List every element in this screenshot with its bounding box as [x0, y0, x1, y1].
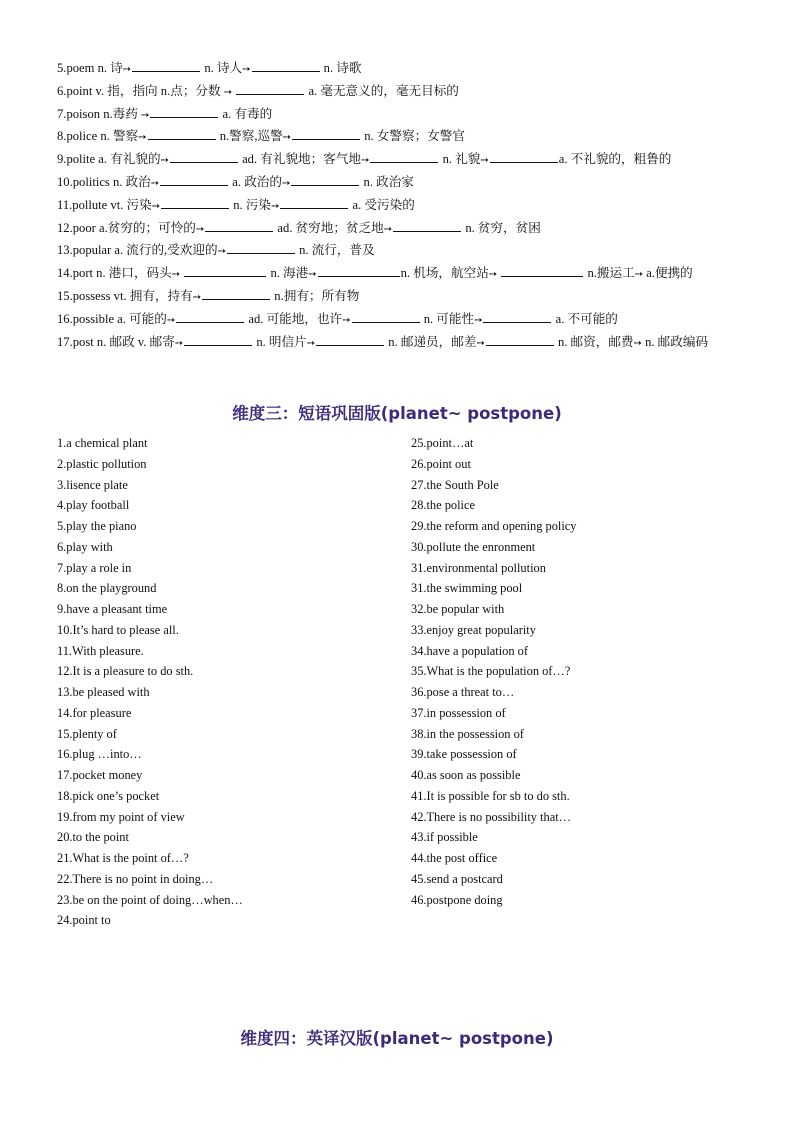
arrow-right-icon: ➙ [474, 314, 483, 326]
phrase-item: 19.from my point of view [57, 809, 185, 824]
phrase-item: 25.point…at [411, 436, 474, 450]
phrase-item: 9.have a pleasant time [57, 602, 168, 616]
phrase-item: 3.lisence plate [57, 477, 128, 492]
item-number: 16. [57, 311, 73, 326]
item-text: post n. 邮政 v. 邮寄 [72, 334, 175, 349]
answer-blank[interactable] [184, 333, 252, 346]
item-number: 12. [57, 220, 73, 235]
arrow-right-icon: ➙ [480, 155, 489, 167]
arrow-right-icon: ➙ [151, 200, 161, 212]
item-text [497, 266, 500, 280]
item-text: n. 可能性 [420, 311, 475, 326]
phrase-item: 45.send a postcard [411, 871, 503, 886]
answer-blank[interactable] [170, 150, 238, 163]
phrase-item: 34.have a population of [411, 643, 528, 658]
phrase-item: 31.the swimming pool [411, 581, 523, 596]
item-text: n. 邮递员，邮差 [385, 334, 477, 349]
answer-blank[interactable] [202, 287, 270, 300]
answer-blank[interactable] [227, 241, 295, 254]
phrase-item: 43.if possible [411, 830, 478, 845]
item-number: 13. [57, 243, 73, 258]
item-text [232, 84, 235, 98]
answer-blank[interactable] [184, 264, 266, 277]
word-family-item [57, 332, 747, 355]
word-family-item [57, 172, 747, 195]
item-text: a. 政治的 [229, 174, 282, 189]
item-text: a. 不可能的 [552, 311, 618, 326]
phrase-list-right [411, 433, 751, 910]
arrow-right-icon: ➙ [223, 86, 233, 98]
item-number: 14. [57, 266, 73, 281]
item-text: a. 不礼貌的，粗鲁的 [558, 152, 672, 167]
phrase-list-left [57, 433, 397, 931]
item-text: n. 明信片 [253, 334, 307, 349]
answer-blank[interactable] [352, 310, 420, 323]
item-text [180, 266, 183, 280]
item-number: 6. [57, 83, 67, 98]
item-text: politics n. 政治 [72, 174, 151, 189]
arrow-right-icon: ➙ [195, 223, 205, 235]
arrow-right-icon: ➙ [242, 64, 251, 75]
arrow-right-icon: ➙ [138, 132, 147, 144]
phrase-item: 31.environmental pollution [411, 560, 546, 575]
answer-blank[interactable] [160, 173, 228, 186]
item-text: police n. 警察 [66, 129, 139, 144]
answer-blank[interactable] [205, 219, 273, 232]
answer-blank[interactable] [280, 196, 348, 209]
phrase-item: 23.be on the point of doing…when… [57, 892, 243, 907]
word-family-item [57, 149, 747, 172]
arrow-right-icon: ➙ [217, 246, 226, 258]
phrase-item: 10.It’s hard to please all. [57, 622, 179, 637]
answer-blank[interactable] [148, 127, 216, 140]
item-text: n. 邮资，邮费 [554, 334, 634, 349]
item-text: a.便携的 [643, 266, 693, 281]
word-family-fill-in-list [57, 58, 747, 354]
phrase-item: 5.play the piano [57, 519, 137, 533]
word-family-item [57, 195, 747, 218]
item-text: a. 有毒的 [219, 106, 273, 121]
arrow-right-icon: ➙ [171, 269, 181, 281]
item-text: possess vt. 拥有，持有 [72, 288, 193, 303]
phrase-item: 6.play with [57, 539, 113, 554]
item-number: 15. [57, 288, 73, 303]
item-text: n.拥有；所有物 [271, 288, 360, 303]
item-number: 8. [57, 129, 67, 144]
item-number: 5. [57, 61, 67, 75]
arrow-right-icon: ➙ [282, 132, 292, 144]
arrow-right-icon: ➙ [383, 223, 393, 235]
phrase-item: 8.on the playground [57, 581, 157, 596]
phrase-item: 7.play a role in [57, 560, 132, 575]
phrase-item: 44.the post office [411, 851, 498, 865]
phrase-item: 11.With pleasure. [57, 643, 144, 658]
item-text: n. 政治家 [360, 174, 414, 189]
item-number: 17. [57, 334, 73, 349]
phrase-item: 4.play football [57, 498, 130, 513]
phrase-item: 29.the reform and opening policy [411, 519, 577, 533]
phrase-item: 28.the police [411, 498, 475, 513]
answer-blank[interactable] [150, 105, 218, 118]
item-text: n. 流行，普及 [295, 243, 375, 258]
phrase-item: 12.It is a pleasure to do sth. [57, 664, 194, 679]
phrase-item: 27.the South Pole [411, 477, 499, 492]
item-text: poor a.贫穷的；可怜的 [72, 220, 196, 235]
answer-blank[interactable] [483, 310, 551, 323]
item-number: 11. [57, 197, 73, 212]
phrase-item: 38.in the possession of [411, 726, 524, 741]
phrase-item: 42.There is no possibility that… [411, 809, 572, 824]
arrow-right-icon: ➙ [476, 337, 485, 349]
phrase-item: 2.plastic pollution [57, 456, 147, 471]
word-family-item [57, 309, 747, 332]
arrow-right-icon: ➙ [160, 155, 169, 167]
arrow-right-icon: ➙ [308, 269, 317, 281]
item-text: a. 毫无意义的，毫无目标的 [305, 83, 459, 98]
item-text: n.搬运工 [584, 266, 635, 281]
phrase-item: 26.point out [411, 456, 471, 471]
item-text: n. 女警察；女警官 [361, 129, 465, 144]
item-text: n.警察,巡警 [216, 129, 283, 144]
answer-blank[interactable] [132, 59, 200, 72]
arrow-right-icon: ➙ [150, 177, 160, 189]
answer-blank[interactable] [318, 264, 400, 277]
phrase-item: 32.be popular with [411, 602, 505, 616]
word-family-item [57, 218, 747, 241]
word-family-item [57, 104, 747, 127]
phrase-item: 18.pick one’s pocket [57, 788, 160, 803]
word-family-item [57, 58, 747, 81]
item-text: a. 受污染的 [349, 197, 415, 212]
phrase-item: 39.take possession of [411, 747, 517, 762]
phrase-item: 37.in possession of [411, 705, 506, 720]
word-family-item [57, 286, 747, 309]
phrase-item: 17.pocket money [57, 768, 143, 782]
phrase-item: 14.for pleasure [57, 705, 132, 720]
item-text: n. 诗歌 [320, 61, 362, 75]
item-text: ad. 有礼貌地；客气地 [238, 152, 362, 167]
phrase-item: 24.point to [57, 913, 111, 928]
item-text: ad. 可能地，也许 [245, 311, 343, 326]
section-title-phrases: 维度三：短语巩固版(planet~ postpone) [232, 404, 562, 423]
item-text: n. 诗人 [201, 61, 243, 75]
phrase-item: 30.pollute the enronment [411, 539, 536, 554]
item-text: n. 污染 [230, 197, 272, 212]
phrase-item: 15.plenty of [57, 726, 117, 741]
answer-blank[interactable] [291, 173, 359, 186]
word-family-item [57, 126, 747, 149]
phrase-item: 36.pose a threat to… [411, 685, 515, 699]
answer-blank[interactable] [370, 150, 438, 163]
arrow-right-icon: ➙ [140, 109, 150, 121]
item-text: n. 海港 [267, 266, 309, 281]
phrase-item: 22.There is no point in doing… [57, 871, 214, 886]
answer-blank[interactable] [236, 82, 304, 95]
phrase-item: 46.postpone doing [411, 892, 503, 907]
answer-blank[interactable] [316, 333, 384, 346]
arrow-right-icon: ➙ [306, 337, 316, 349]
phrase-item: 1.a chemical plant [57, 436, 148, 450]
phrase-item: 16.plug …into… [57, 747, 142, 762]
arrow-right-icon: ➙ [361, 155, 370, 167]
answer-blank[interactable] [176, 310, 244, 323]
answer-blank[interactable] [490, 150, 558, 163]
answer-blank[interactable] [252, 59, 320, 72]
arrow-right-icon: ➙ [634, 269, 644, 281]
arrow-right-icon: ➙ [122, 64, 132, 75]
item-number: 7. [57, 106, 67, 121]
item-text: popular a. 流行的,受欢迎的 [72, 243, 218, 258]
item-text: n. 礼貌 [439, 152, 481, 167]
item-text: n. 贫穷，贫困 [462, 220, 541, 235]
item-text: poem n. 诗 [66, 61, 123, 75]
arrow-right-icon: ➙ [166, 314, 176, 326]
phrase-item: 13.be pleased with [57, 685, 150, 699]
item-text: polite a. 有礼貌的 [66, 152, 161, 167]
arrow-right-icon: ➙ [342, 314, 351, 326]
answer-blank[interactable] [161, 196, 229, 209]
answer-blank[interactable] [393, 219, 461, 232]
item-number: 10. [57, 174, 73, 189]
arrow-right-icon: ➙ [281, 177, 291, 189]
item-number: 9. [57, 152, 67, 167]
word-family-item [57, 240, 747, 263]
phrase-item: 20.to the point [57, 830, 129, 845]
arrow-right-icon: ➙ [174, 337, 184, 349]
answer-blank[interactable] [486, 333, 554, 346]
arrow-right-icon: ➙ [633, 337, 642, 349]
item-text: pollute vt. 污染 [72, 197, 152, 212]
item-text: possible a. 可能的 [72, 311, 167, 326]
phrase-item: 41.It is possible for sb to do sth. [411, 788, 570, 803]
word-family-item [57, 81, 747, 104]
phrase-item: 21.What is the point of…? [57, 851, 189, 865]
item-text: port n. 港口，码头 [72, 266, 172, 281]
phrase-item: 33.enjoy great popularity [411, 622, 536, 637]
item-text: point v. 指，指向 n.点；分数 [66, 83, 224, 98]
item-text: n. 机场，航空站 [400, 266, 489, 281]
item-text: n. 邮政编码 [641, 334, 709, 349]
item-text: poison n.毒药 [66, 106, 141, 121]
arrow-right-icon: ➙ [488, 269, 498, 281]
section-title-translation: 维度四：英译汉版(planet~ postpone) [240, 1029, 554, 1048]
word-family-item [57, 263, 747, 286]
answer-blank[interactable] [292, 127, 360, 140]
phrase-item: 40.as soon as possible [411, 768, 521, 782]
phrase-item: 35.What is the population of…? [411, 664, 571, 679]
arrow-right-icon: ➙ [192, 291, 202, 303]
arrow-right-icon: ➙ [271, 200, 280, 212]
answer-blank[interactable] [501, 264, 583, 277]
item-text: ad. 贫穷地；贫乏地 [274, 220, 384, 235]
